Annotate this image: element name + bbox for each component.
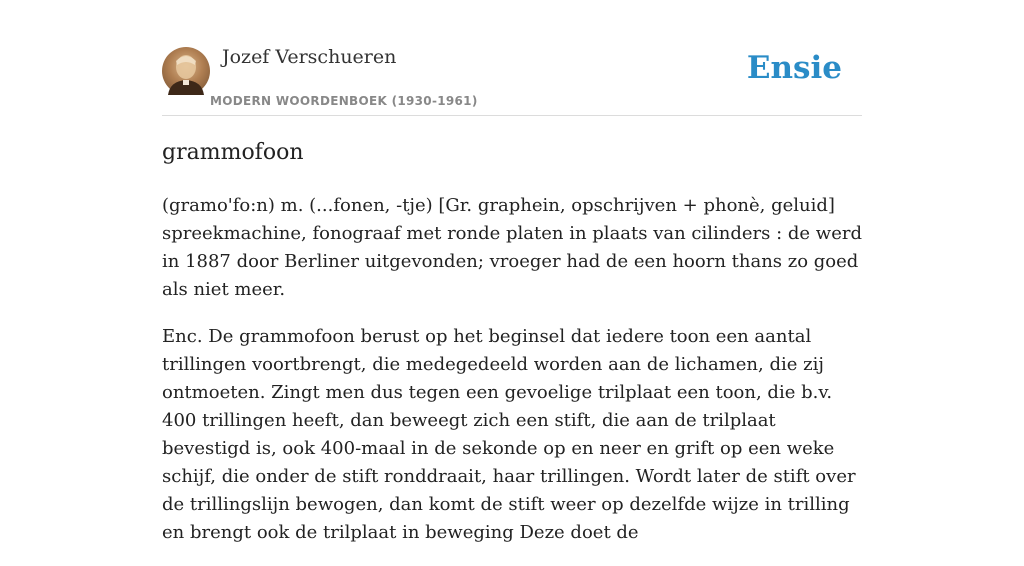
entry-title: grammofoon [162, 140, 304, 165]
content-container [162, 0, 862, 543]
author-name[interactable]: Jozef Verschueren [222, 46, 397, 68]
entry-paragraph: (gramo'fo:n) m. (...fonen, -tje) [Gr. graphein, opschrijven + phonè, geluid] spreekmachine, fonograaf met ronde platen in plaats van cilinders : de werd in 1887 door Berliner uitgevonden; vroeger had de een hoorn thans zo goed als niet meer. [162, 195, 862, 300]
header [162, 0, 862, 116]
entry-paragraph: Enc. De grammofoon berust op het beginsel dat iedere toon een aantal trillingen voortbrengt, die medegedeeld worden aan de lichamen, die zij ontmoeten. Zingt men dus tegen een gevoelige trilplaat een toon, die b.v. 400 trillingen heeft, dan beweegt zich een stift, die aan de trilplaat bevestigd is, ook 400-maal in de sekonde op en neer en grift op een weke schijf, die onder de stift ronddraait, haar trillingen. Wordt later de stift over de trillingslijn bewogen, dan komt de stift weer op dezelfde wijze in trilling en brengt ook de trilplaat in beweging Deze doet de [162, 326, 856, 543]
avatar-portrait-icon [162, 47, 210, 95]
brand-logo[interactable]: Ensie [746, 50, 842, 86]
source-label: MODERN WOORDENBOEK (1930-1961) [210, 94, 478, 108]
author-avatar[interactable] [162, 47, 210, 95]
entry-body [162, 192, 862, 566]
